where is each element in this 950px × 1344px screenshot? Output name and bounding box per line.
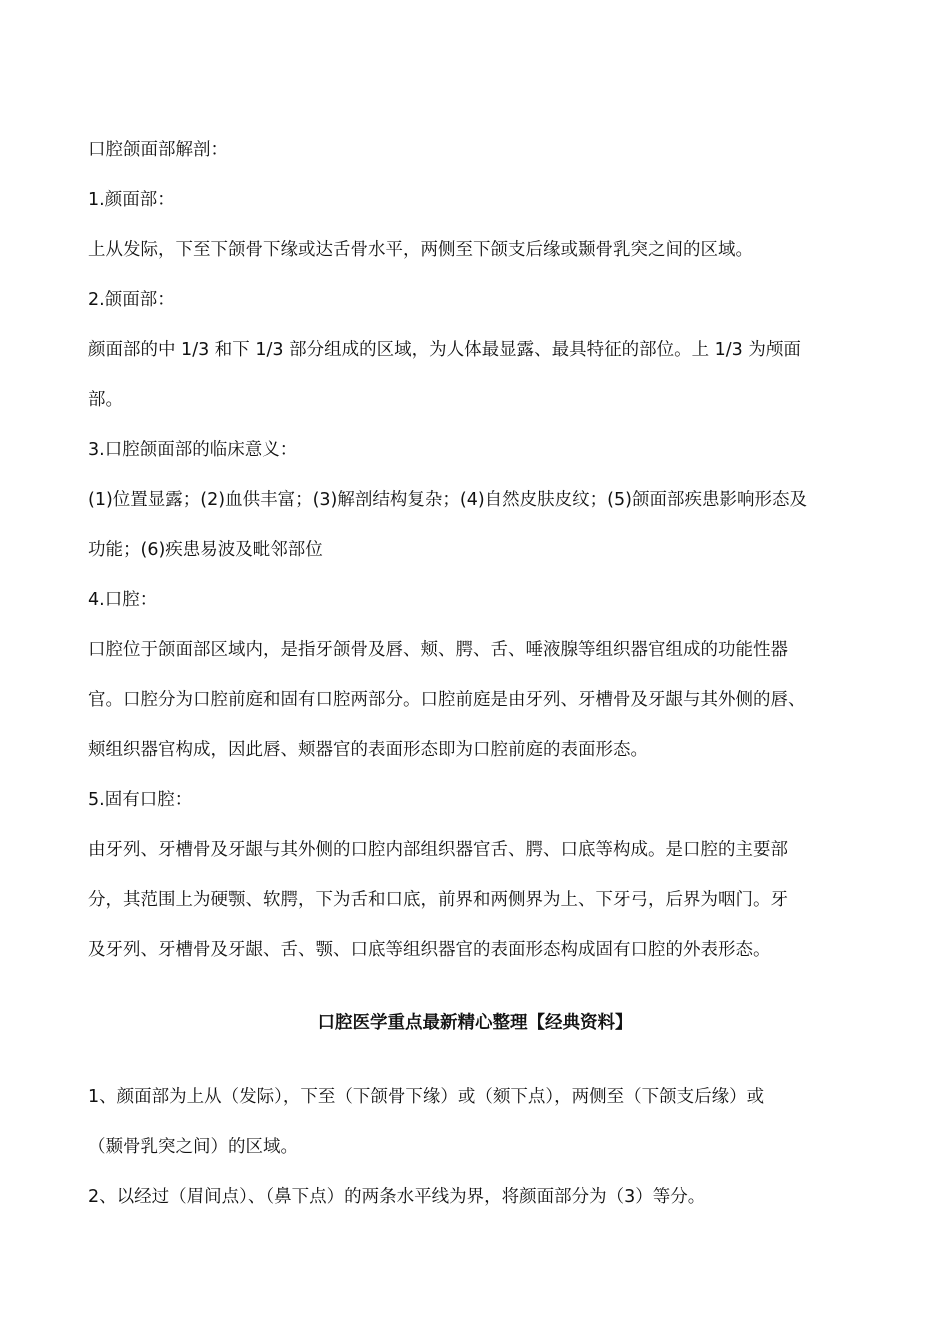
item-3-line-2: 功能；(6)疾患易波及毗邻部位 <box>88 540 323 560</box>
item-1-line-1: 上从发际，下至下颌骨下缘或达舌骨水平，两侧至下颌支后缘或颞骨乳突之间的区域。 <box>88 240 753 260</box>
item-5-line-1: 由牙列、牙槽骨及牙龈与其外侧的口腔内部组织器官舌、腭、口底等构成。是口腔的主要部 <box>88 840 788 860</box>
item-heading-1: 1.颜面部： <box>88 190 175 210</box>
section2-line-3: 2、以经过（眉间点）、（鼻下点）的两条水平线为界，将颜面部分为（3）等分。 <box>88 1187 706 1207</box>
section2-line-2: （颞骨乳突之间）的区域。 <box>88 1137 298 1157</box>
item-2-line-1: 颜面部的中 1/3 和下 1/3 部分组成的区域，为人体最显露、最具特征的部位。上 1/3 为颅面 <box>88 340 801 360</box>
item-4-line-2: 官。口腔分为口腔前庭和固有口腔两部分。口腔前庭是由牙列、牙槽骨及牙龈与其外侧的唇、 <box>88 690 806 710</box>
item-heading-5: 5.固有口腔： <box>88 790 193 810</box>
item-3-line-1: (1)位置显露；(2)血供丰富；(3)解剖结构复杂；(4)自然皮肤皮纹；(5)颌面部疾患影响形态及 <box>88 490 807 510</box>
item-4-line-3: 颊组织器官构成，因此唇、颊器官的表面形态即为口腔前庭的表面形态。 <box>88 740 648 760</box>
item-2-line-2: 部。 <box>88 390 123 410</box>
item-5-line-3: 及牙列、牙槽骨及牙龈、舌、颚、口底等组织器官的表面形态构成固有口腔的外表形态。 <box>88 940 771 960</box>
section-title: 口腔颌面部解剖： <box>88 140 228 160</box>
item-heading-4: 4.口腔： <box>88 590 158 610</box>
item-heading-3: 3.口腔颌面部的临床意义： <box>88 440 298 460</box>
section2-title: 口腔医学重点最新精心整理【经典资料】 <box>317 1013 633 1033</box>
item-4-line-1: 口腔位于颌面部区域内，是指牙颌骨及唇、颊、腭、舌、唾液腺等组织器官组成的功能性器 <box>88 640 788 660</box>
item-heading-2: 2.颌面部： <box>88 290 175 310</box>
section2-line-1: 1、颜面部为上从（发际），下至（下颌骨下缘）或（颏下点），两侧至（下颌支后缘）或 <box>88 1087 765 1107</box>
item-5-line-2: 分，其范围上为硬颚、软腭，下为舌和口底，前界和两侧界为上、下牙弓，后界为咽门。牙 <box>88 890 788 910</box>
